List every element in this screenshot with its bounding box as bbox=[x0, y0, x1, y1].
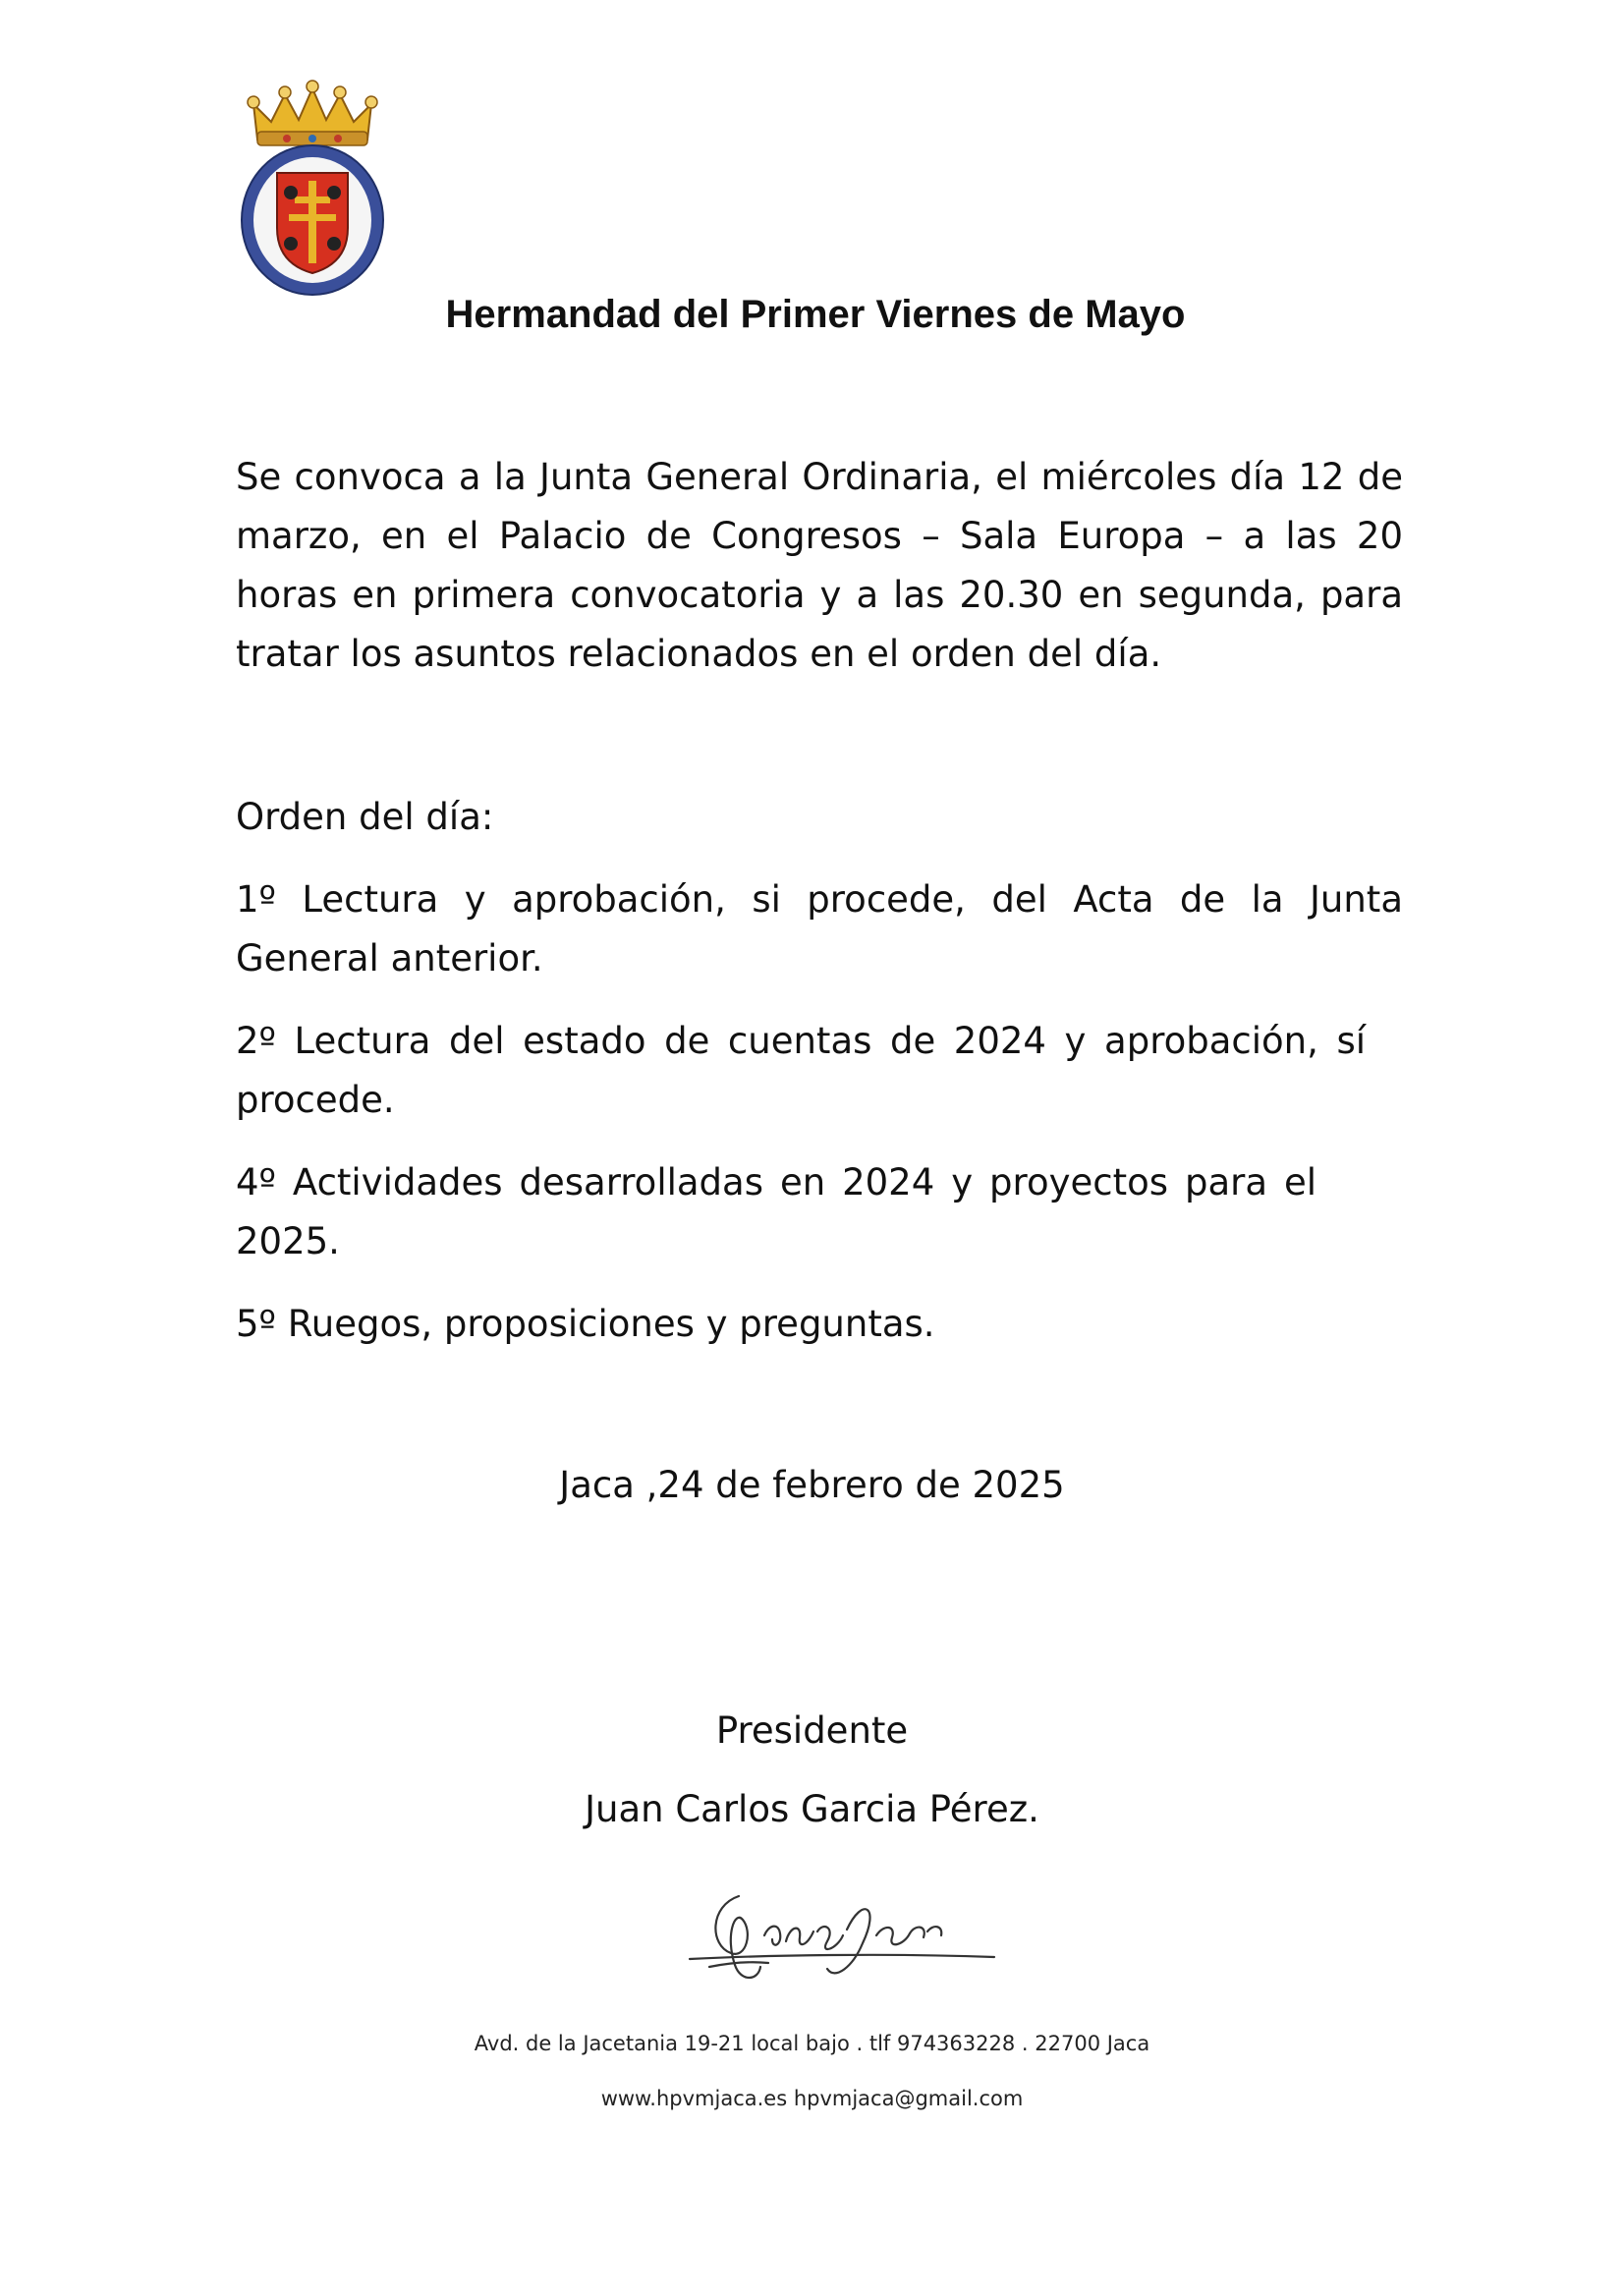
agenda-item: 4º Actividades desarrolladas en 2024 y proyectos para el 2025. bbox=[236, 1161, 1316, 1262]
intro-paragraph: Se convoca a la Junta General Ordinaria, el miércoles día 12 de marzo, en el Palacio de Congresos – Sala Europa – a las 20 horas en primera convocatoria y a las 20.30 en segunda, para tratar los asuntos relacionados en el orden del día. bbox=[236, 456, 1403, 675]
agenda-item: 2º Lectura del estado de cuentas de 2024 y aprobación, sí procede. bbox=[236, 1020, 1366, 1121]
agenda-item: 1º Lectura y aprobación, si procede, del Acta de la Junta General anterior. bbox=[236, 878, 1403, 980]
agenda-item: 5º Ruegos, proposiciones y preguntas. bbox=[236, 1303, 935, 1345]
place-date: Jaca ,24 de febrero de 2025 bbox=[559, 1464, 1065, 1506]
hermandad-crest-icon bbox=[228, 71, 397, 297]
signer-role: Presidente bbox=[715, 1709, 909, 1752]
crown-icon bbox=[248, 81, 377, 145]
document-heading: Hermandad del Primer Viernes de Mayo bbox=[445, 293, 1186, 336]
handwritten-signature-icon bbox=[670, 1867, 1004, 1994]
footer-web-contact[interactable]: www.hpvmjaca.es hpvmjaca@gmail.com bbox=[600, 2087, 1024, 2110]
footer-address: Avd. de la Jacetania 19-21 local bajo . tlf 974363228 . 22700 Jaca bbox=[474, 2032, 1150, 2055]
signer-name: Juan Carlos Garcia Pérez. bbox=[585, 1788, 1039, 1830]
order-of-day-title: Orden del día: bbox=[236, 796, 494, 838]
